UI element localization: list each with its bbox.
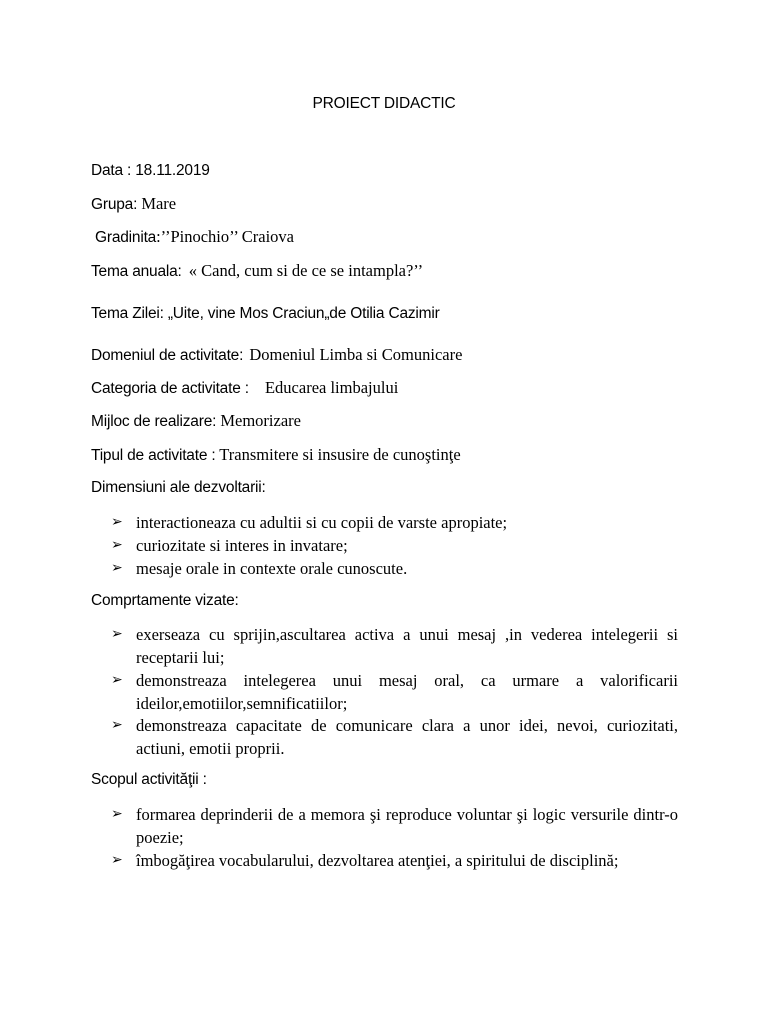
tema-anuala-label: Tema anuala: <box>91 263 182 280</box>
comportamente-heading: Comprtamente vizate: <box>91 592 239 609</box>
dimensiuni-item-text: interactioneaza cu adultii si cu copii de varste apropiate; <box>136 513 508 532</box>
gradinita-value: :’’Pinochio’’ Craiova <box>156 227 295 246</box>
tipul-label: Tipul de activitate : <box>91 447 216 464</box>
scopul-item-text: îmbogăţirea vocabularului, dezvoltarea atenţiei, a spiritului de disciplină; <box>136 851 619 870</box>
document-title: PROIECT DIDACTIC <box>312 95 456 112</box>
grupa-value: Mare <box>141 194 177 213</box>
scopul-heading: Scopul activităţii : <box>91 771 207 788</box>
categoria-label: Categoria de activitate : <box>91 380 249 397</box>
categoria-line <box>91 378 398 399</box>
comportamente-item <box>111 714 678 760</box>
dimensiuni-heading: Dimensiuni ale dezvoltarii: <box>91 479 266 496</box>
tema-zilei-line <box>91 303 440 324</box>
domeniul-label: Domeniul de activitate: <box>91 347 244 364</box>
scopul-item-text: formarea deprinderii de a memora şi reproduce voluntar şi logic versurile dintr-o poezie; <box>136 805 678 847</box>
tipul-value: Transmitere si insusire de cunoştinţe <box>219 445 461 464</box>
dimensiuni-item-text: curiozitate si interes in invatare; <box>136 536 348 555</box>
dimensiuni-item <box>111 557 678 580</box>
domeniul-value: Domeniul Limba si Comunicare <box>249 345 463 364</box>
mijloc-label: Mijloc de realizare: <box>91 413 217 430</box>
scopul-item <box>111 849 678 895</box>
arrow-bullet-icon: ➢ <box>111 514 123 530</box>
dimensiuni-item-text: mesaje orale in contexte orale cunoscute. <box>136 559 408 578</box>
comportamente-item-text: demonstreaza intelegerea unui mesaj oral, ca urmare a valorificarii ideilor,emotiilor,semnificatiilor; <box>136 671 678 713</box>
tema-anuala-value: « Cand, cum si de ce se intampla?’’ <box>188 261 424 280</box>
domeniul-line <box>91 345 462 366</box>
dimensiuni-item <box>111 534 678 557</box>
mijloc-line <box>91 411 301 432</box>
tipul-line <box>91 445 461 466</box>
arrow-bullet-icon: ➢ <box>111 852 123 868</box>
grupa-label: Grupa: <box>91 196 138 213</box>
arrow-bullet-icon: ➢ <box>111 672 123 688</box>
mijloc-value: Memorizare <box>220 411 301 430</box>
arrow-bullet-icon: ➢ <box>111 537 123 553</box>
comportamente-item-text: exerseaza cu sprijin,ascultarea activa a unui mesaj ,in vederea intelegerii si receptarii lui; <box>136 625 678 667</box>
scopul-item <box>111 803 678 849</box>
arrow-bullet-icon: ➢ <box>111 806 123 822</box>
gradinita-label: Gradinita <box>95 229 157 246</box>
data-label: Data : 18.11.2019 <box>91 162 210 179</box>
comportamente-item-text: demonstreaza capacitate de comunicare clara a unor idei, nevoi, curiozitati, actiuni, emotii proprii. <box>136 716 678 758</box>
tema-zilei-label: Tema Zilei: „Uite, vine Mos Craciun„de Otilia Cazimir <box>91 305 440 322</box>
arrow-bullet-icon: ➢ <box>111 560 123 576</box>
comportamente-item <box>111 623 678 669</box>
arrow-bullet-icon: ➢ <box>111 626 123 642</box>
dimensiuni-item <box>111 511 678 534</box>
gradinita-line <box>95 227 294 248</box>
grupa-line <box>91 194 176 215</box>
comportamente-item <box>111 669 678 715</box>
categoria-value: Educarea limbajului <box>264 378 399 397</box>
tema-anuala-line <box>91 261 423 282</box>
data-line <box>91 160 210 181</box>
arrow-bullet-icon: ➢ <box>111 717 123 733</box>
